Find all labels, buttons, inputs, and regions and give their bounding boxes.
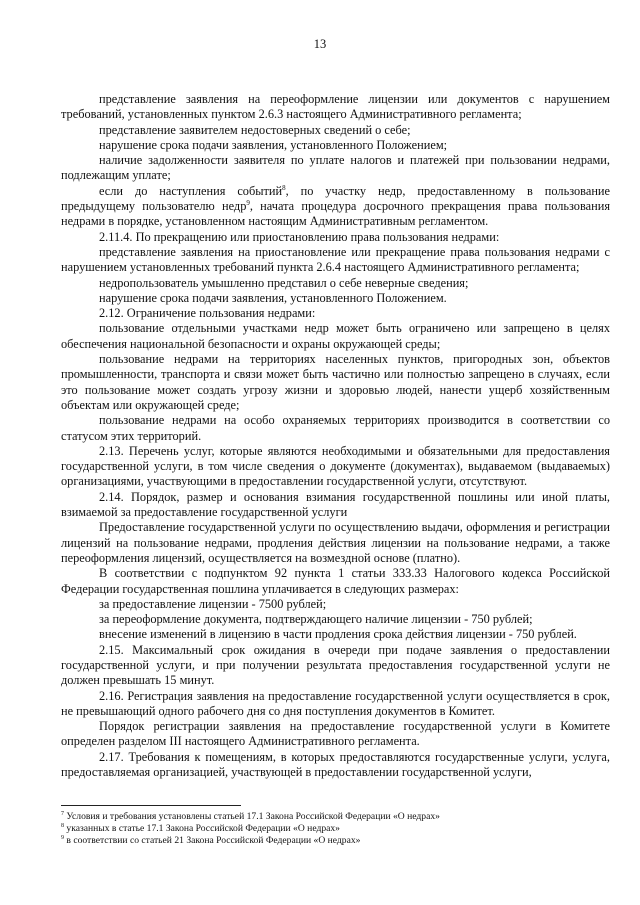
footnote-text: указанных в статье 17.1 Закона Российской Федерации «О недрах» (66, 823, 340, 834)
footnote-mark: 7 (61, 810, 64, 817)
footnote (61, 823, 610, 835)
paragraph: 2.14. Порядок, размер и основания взимания государственной пошлины или иной платы, взимаемой за предоставление государственной услуги (61, 489, 610, 520)
paragraph: за предоставление лицензии - 7500 рублей; (99, 596, 327, 611)
paragraph: Предоставление государственной услуги по осуществлению выдачи, оформления и регистрации лицензий на пользование недрами, продления действия лицензии на пользование недрами, а также переоформления лицензий, осуществляется на возмездной основе (платно). (61, 520, 610, 565)
footnote (61, 811, 610, 823)
paragraph: Порядок регистрации заявления на предоставление государственной услуги в Комитете определен разделом III настоящего Административного регламента. (61, 719, 610, 749)
paragraph-text: , по участку недр, предоставленному в пользование (285, 183, 611, 198)
footnotes (61, 811, 610, 847)
paragraph: нарушение срока подачи заявления, установленного Положением. (99, 290, 447, 305)
footnote-mark: 9 (61, 834, 64, 841)
paragraph: нарушение срока подачи заявления, установленного Положением; (99, 137, 448, 152)
paragraph: пользование недрами на территориях населенных пунктов, пригородных зон, объектов промышленности, транспорта и связи может быть частично или полностью запрещено в случаях, если это пользование может создать угрозу жизни и здоровью людей, нанести ущерб хозяйственным объектам или окружающей среде; (61, 352, 610, 412)
footnote-text: Условия и требования установлены статьей 17.1 Закона Российской Федерации «О недрах» (66, 811, 440, 822)
paragraph: за переоформление документа, подтверждающего наличие лицензии - 750 рублей; (99, 612, 533, 627)
paragraph: В соответствии с подпунктом 92 пункта 1 статьи 333.33 Налогового кодекса Российской Федерации государственная пошлина уплачивается в следующих размерах: (61, 566, 610, 596)
paragraph (61, 199, 610, 230)
document-body (61, 92, 610, 780)
footnote-ref-8: 8 (282, 183, 286, 192)
paragraph: представление заявителем недостоверных сведений о себе; (99, 122, 411, 137)
paragraph: 2.12. Ограничение пользования недрами: (99, 306, 316, 321)
paragraph-text: если до наступления событий (99, 183, 283, 198)
paragraph: 2.17. Требования к помещениям, в которых предоставляются государственные услуги, услуга, предоставляемая организацией, участвующей в предоставлении государственной услуги, (61, 749, 610, 780)
paragraph: внесение изменений в лицензию в части продления срока действия лицензии - 750 рублей. (99, 627, 577, 642)
footnote-mark: 8 (61, 822, 64, 829)
paragraph: 2.15. Максимальный срок ожидания в очереди при подаче заявления о предоставлении государственной услуги, и при получении результата предоставления государственной услуги не должен превышать 15 минут. (61, 642, 610, 688)
paragraph-text: , начата процедура досрочного прекращения права пользования недрами в порядке, установленном настоящим Административным регламентом. (61, 199, 611, 229)
paragraph (61, 184, 610, 199)
paragraph: представление заявления на приостановление или прекращение права пользования недрами с нарушением установленных требований пункта 2.6.4 настоящего Административного регламента; (61, 244, 610, 275)
paragraph: представление заявления на переоформление лицензии или документов с нарушением требований, установленных пунктом 2.6.3 настоящего Административного регламента; (61, 92, 610, 122)
footnote-ref-9: 9 (246, 198, 250, 207)
page-number: 13 (313, 37, 327, 51)
paragraph: пользование отдельными участками недр может быть ограничено или запрещено в целях обеспечения национальной безопасности и охраны окружающей среды; (61, 321, 610, 351)
footnote (61, 835, 610, 847)
paragraph: недропользователь умышленно представил о себе неверные сведения; (99, 275, 469, 290)
footnote-divider (61, 805, 241, 806)
paragraph: наличие задолженности заявителя по уплате налогов и платежей при пользовании недрами, подлежащим уплате; (61, 153, 610, 183)
paragraph: пользование недрами на особо охраняемых территориях производится в соответствии со статусом этих территорий. (61, 413, 610, 443)
paragraph: 2.11.4. По прекращению или приостановлению права пользования недрами: (99, 229, 500, 244)
paragraph: 2.13. Перечень услуг, которые являются необходимыми и обязательными для предоставления государственной услуги, в том числе сведения о документе (документах), выдаваемом (выдаваемых) организациями, участвующими в предоставлении государственной услуги, отсутствуют. (61, 443, 610, 489)
paragraph-text: предыдущему пользователю недр (61, 199, 247, 214)
paragraph: 2.16. Регистрация заявления на предоставление государственной услуги осуществляется в срок, не превышающий одного рабочего дня со дня поступления документов в Комитет. (61, 688, 610, 718)
footnote-text: в соответствии со статьей 21 Закона Российской Федерации «О недрах» (66, 835, 361, 846)
